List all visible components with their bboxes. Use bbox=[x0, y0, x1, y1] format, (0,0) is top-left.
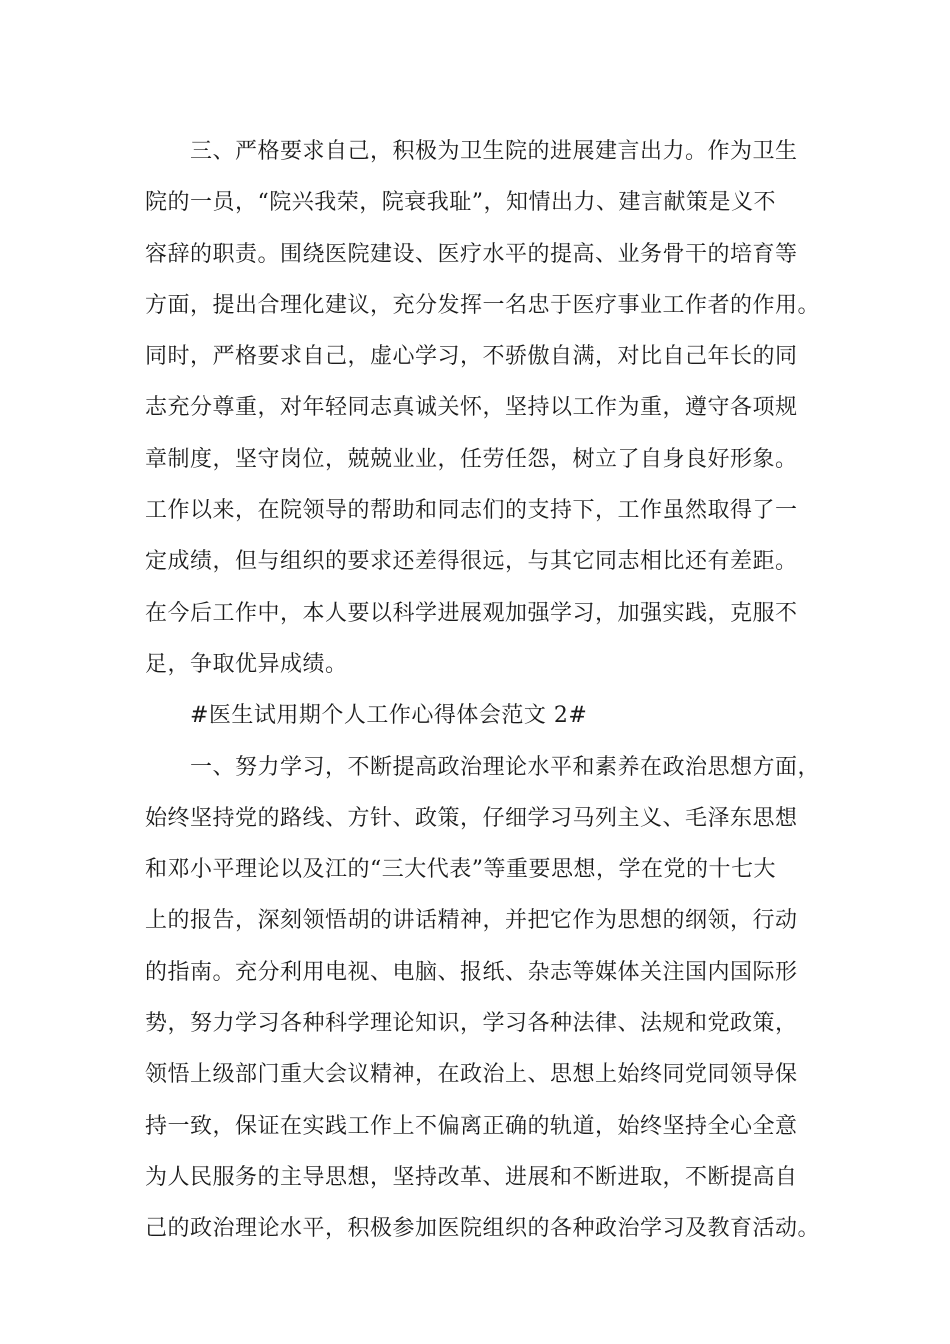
text-line: 志充分尊重，对年轻同志真诚关怀，坚持以工作为重，遵守各项规 bbox=[145, 395, 798, 421]
text-line: 院的一员，“院兴我荣，院衰我耻”，知情出力、建言献策是义不 bbox=[145, 190, 776, 216]
document-body bbox=[145, 126, 825, 1255]
text-line: 持一致，保证在实践工作上不偏离正确的轨道，始终坚持全心全意 bbox=[145, 1113, 798, 1139]
text-line: 上的报告，深刻领悟胡的讲话精神，并把它作为思想的纲领，行动 bbox=[145, 908, 798, 934]
text-line: 为人民服务的主导思想，坚持改革、进展和不断进取，不断提高自 bbox=[145, 1164, 798, 1190]
heading-line: #医生试用期个人工作心得体会范文 2# bbox=[190, 703, 588, 729]
text-line: 容辞的职责。围绕医院建设、医疗水平的提高、业务骨干的培育等 bbox=[145, 241, 798, 267]
paragraph-three bbox=[145, 126, 825, 690]
text-line: 始终坚持党的路线、方针、政策，仔细学习马列主义、毛泽东思想 bbox=[145, 805, 798, 831]
text-line: 势，努力学习各种科学理论知识，学习各种法律、法规和党政策， bbox=[145, 1011, 798, 1037]
section-heading bbox=[145, 690, 825, 741]
text-line: 足，争取优异成绩。 bbox=[145, 651, 348, 677]
text-line: 在今后工作中，本人要以科学进展观加强学习，加强实践，克服不 bbox=[145, 600, 798, 626]
text-line: 一、努力学习，不断提高政治理论水平和素养在政治思想方面， bbox=[190, 754, 821, 780]
text-line: 领悟上级部门重大会议精神，在政治上、思想上始终同党同领导保 bbox=[145, 1062, 798, 1088]
text-line: 的指南。充分利用电视、电脑、报纸、杂志等媒体关注国内国际形 bbox=[145, 959, 798, 985]
text-line: 方面，提出合理化建议，充分发挥一名忠于医疗事业工作者的作用。 bbox=[145, 292, 821, 318]
text-line: 工作以来，在院领导的帮助和同志们的支持下，工作虽然取得了一 bbox=[145, 498, 798, 524]
text-line: 和邓小平理论以及江的“三大代表”等重要思想，学在党的十七大 bbox=[145, 857, 776, 883]
text-line: 章制度，坚守岗位，兢兢业业，任劳任怨，树立了自身良好形象。 bbox=[145, 446, 798, 472]
text-line: 己的政治理论水平，积极参加医院组织的各种政治学习及教育活动。 bbox=[145, 1216, 821, 1242]
paragraph-one bbox=[145, 742, 825, 1255]
text-line: 同时，严格要求自己，虚心学习，不骄傲自满，对比自己年长的同 bbox=[145, 344, 798, 370]
text-line: 定成绩，但与组织的要求还差得很远，与其它同志相比还有差距。 bbox=[145, 549, 798, 575]
text-line: 三、严格要求自己，积极为卫生院的进展建言出力。作为卫生 bbox=[190, 139, 798, 164]
